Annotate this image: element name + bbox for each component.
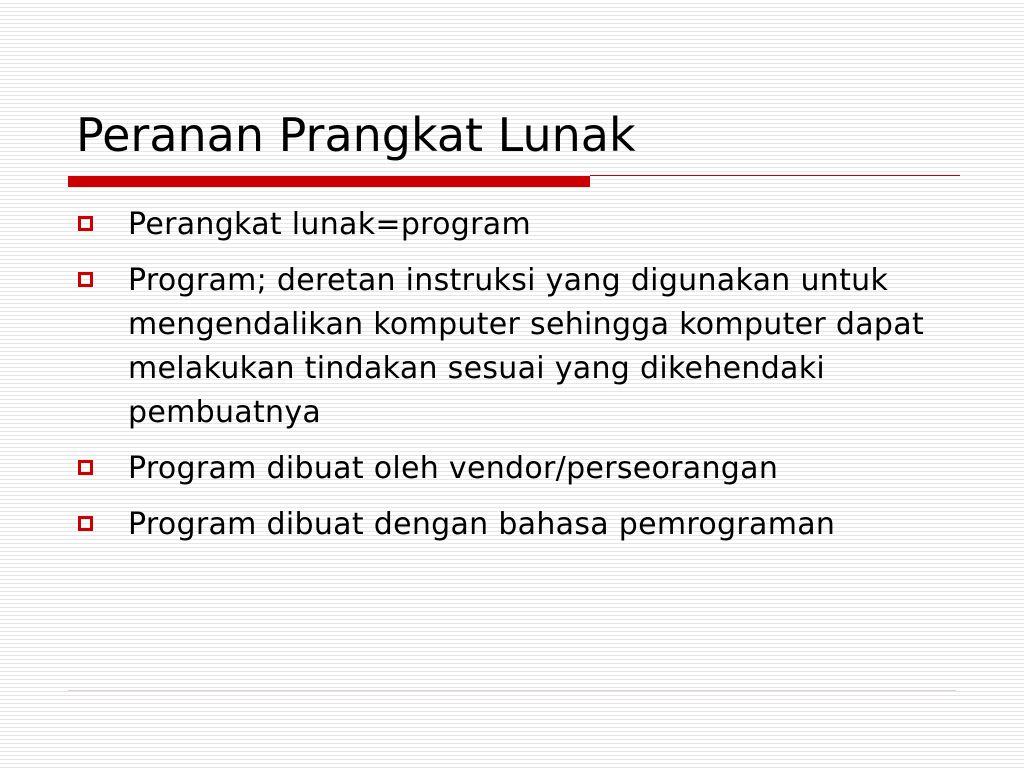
bullet-item xyxy=(76,503,956,547)
hollow-square-bullet-icon xyxy=(78,516,93,531)
title-underline-thin xyxy=(590,175,960,176)
bullet-item xyxy=(76,259,956,435)
bullet-text: Program dibuat dengan bahasa pemrograman xyxy=(128,507,836,542)
hollow-square-bullet-icon xyxy=(78,216,93,231)
title-underline-thick xyxy=(68,176,590,187)
footer-divider xyxy=(68,690,956,691)
bullet-list xyxy=(76,203,956,559)
bullet-item xyxy=(76,447,956,491)
bullet-text: Program; deretan instruksi yang digunakan untuk mengendalikan komputer sehingga komputer dapat melakukan tindakan sesuai yang dikehendaki pembuatnya xyxy=(128,263,925,430)
slide-title: Peranan Prangkat Lunak xyxy=(76,108,636,162)
hollow-square-bullet-icon xyxy=(78,272,93,287)
bullet-text: Program dibuat oleh vendor/perseorangan xyxy=(128,451,779,486)
bullet-text: Perangkat lunak=program xyxy=(128,207,531,242)
bullet-item xyxy=(76,203,956,247)
hollow-square-bullet-icon xyxy=(78,460,93,475)
